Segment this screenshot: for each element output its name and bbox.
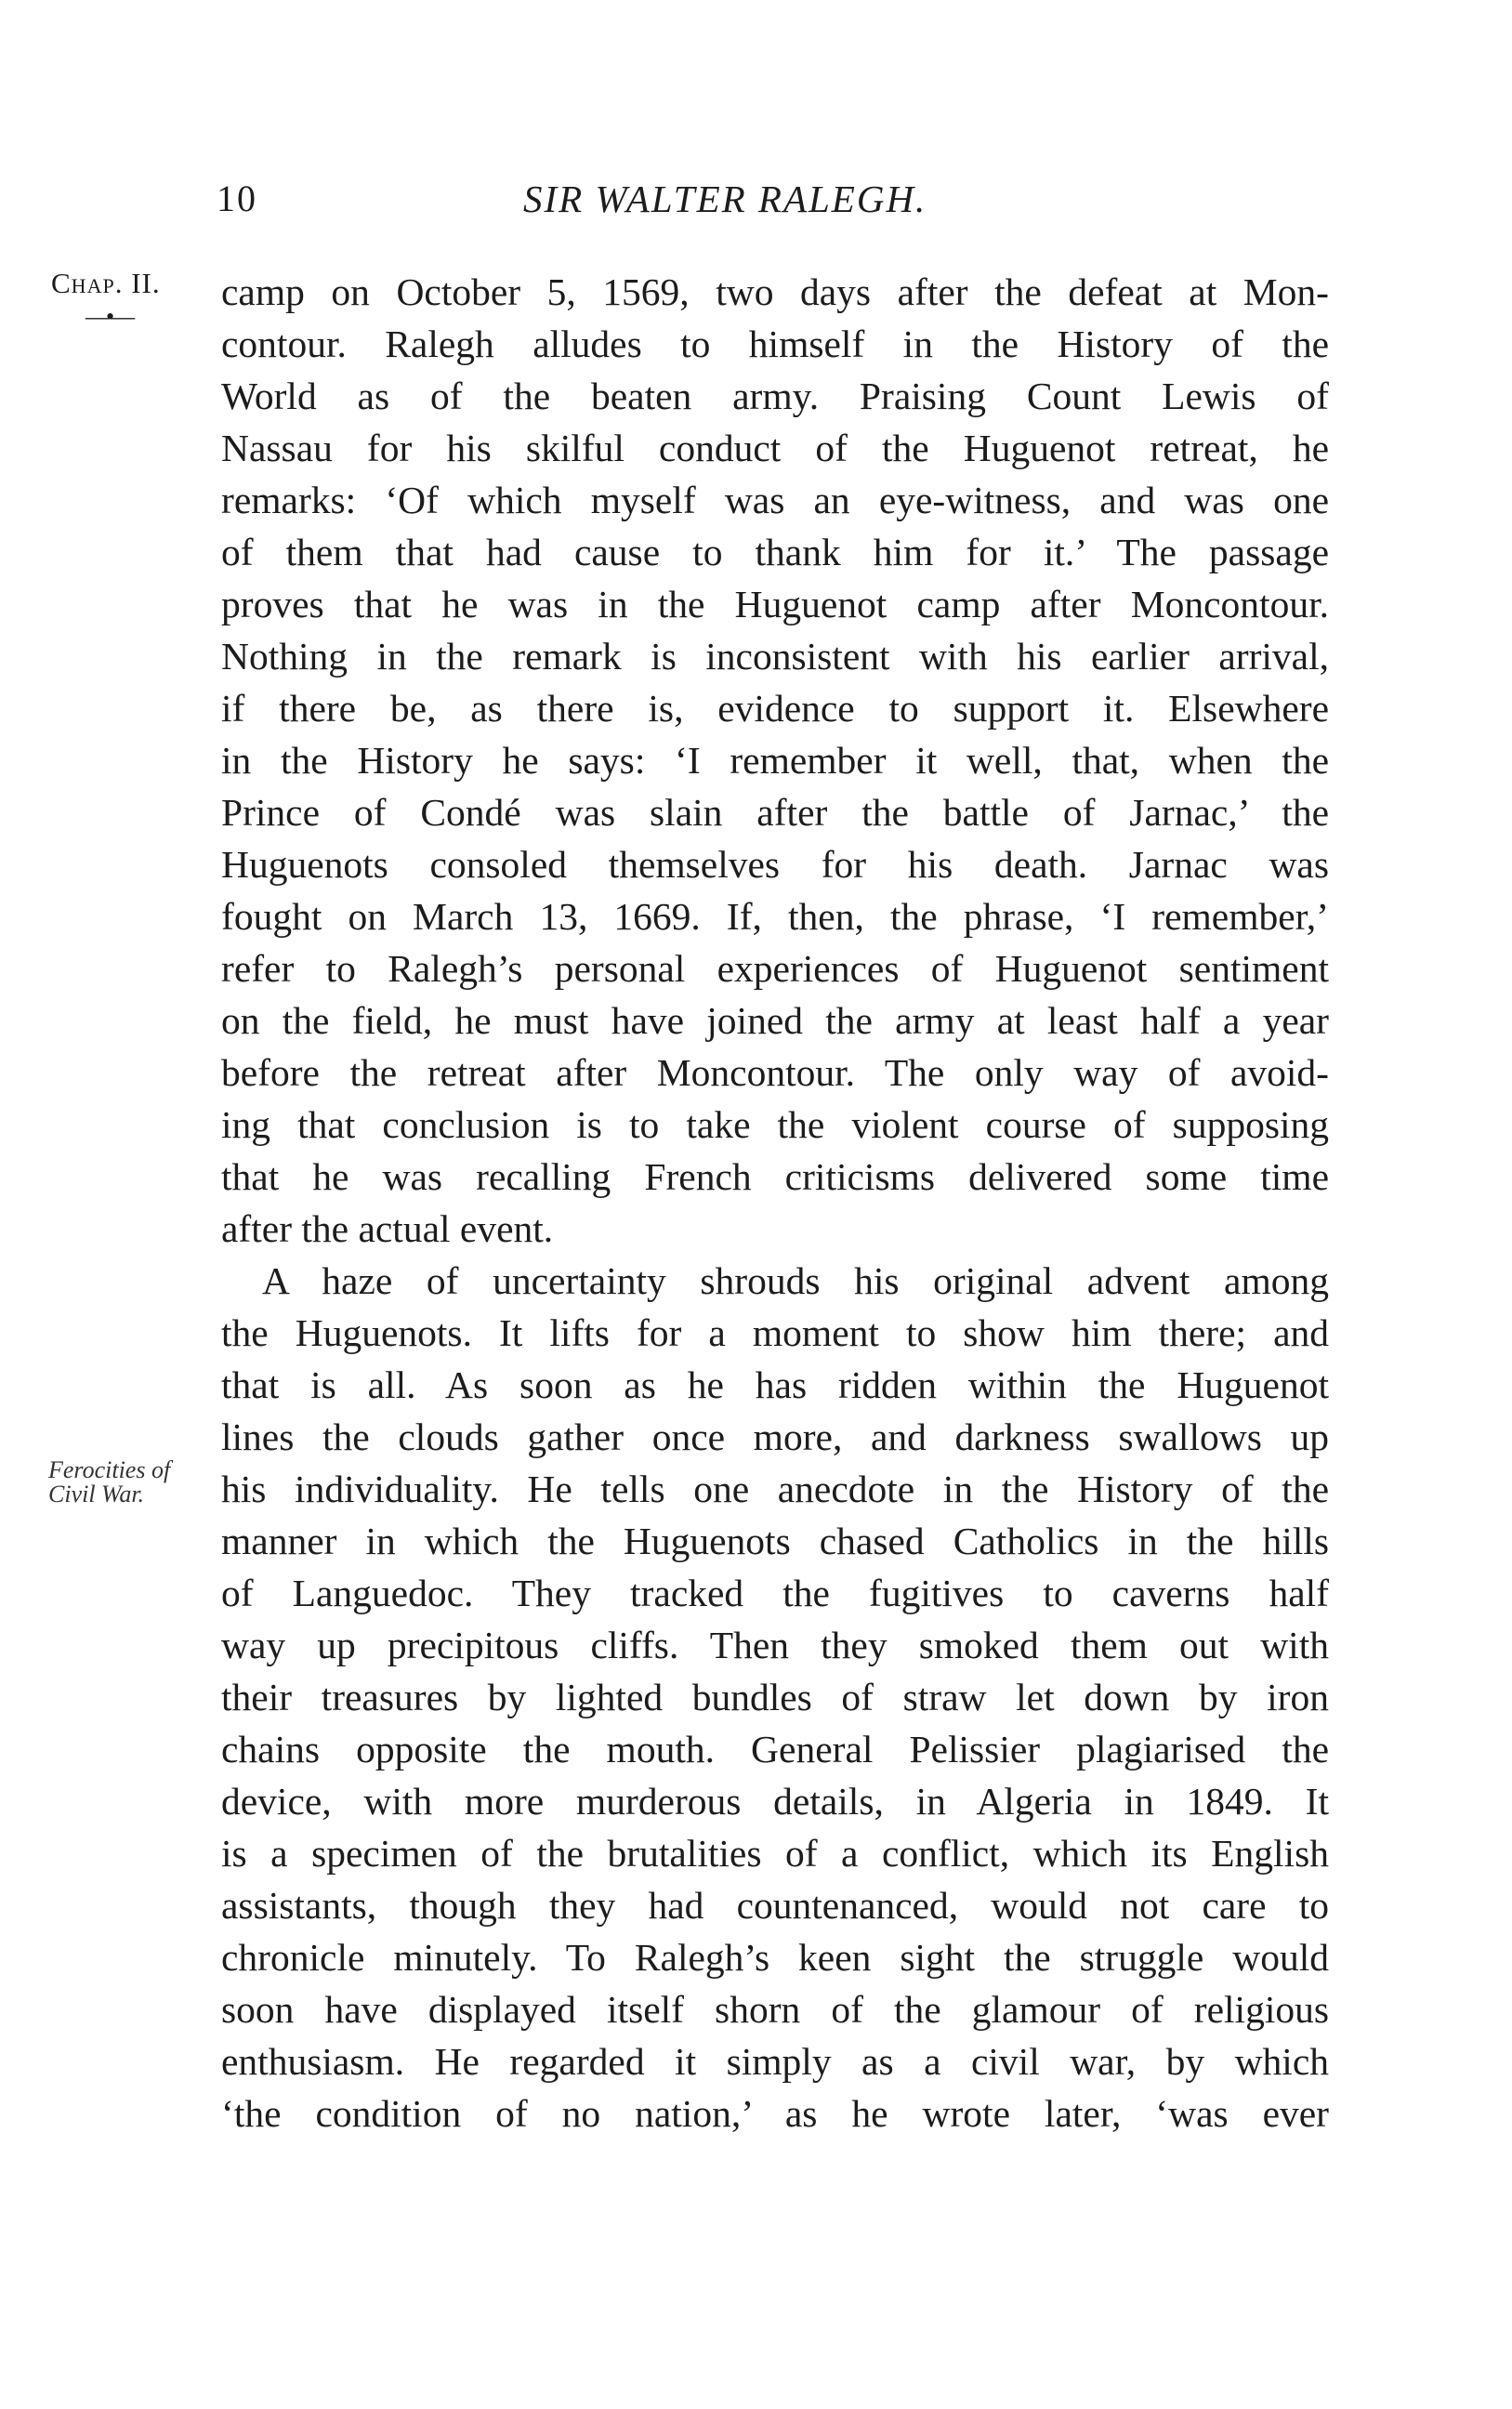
text-line: soon have displayed itself shorn of the glamour of religious [221, 1988, 1329, 2031]
text-line: after the actual event. [221, 1207, 554, 1250]
text-line: in the History he says: ‘I remember it well, that, when the [221, 739, 1329, 782]
text-line: of them that had cause to thank him for it.’ The passage [221, 531, 1329, 573]
text-line: on the field, he must have joined the army at least half a year [221, 999, 1329, 1042]
text-line: that is all. As soon as he has ridden within the Huguenot [221, 1363, 1329, 1406]
page-number: 10 [217, 178, 257, 219]
text-line: before the retreat after Moncontour. The only way of avoid- [221, 1051, 1329, 1094]
text-line: manner in which the Huguenots chased Catholics in the hills [221, 1520, 1329, 1562]
text-line: remarks: ‘Of which myself was an eye-witness, and was one [221, 479, 1329, 521]
text-line: his individuality. He tells one anecdote in the History of the [221, 1468, 1329, 1510]
text-line: enthusiasm. He regarded it simply as a civil war, by which [221, 2040, 1329, 2083]
text-line: if there be, as there is, evidence to support it. Elsewhere [221, 687, 1329, 730]
body-text [221, 266, 1329, 2139]
margin-note-line: Ferocities of [48, 1456, 171, 1483]
text-line: chains opposite the mouth. General Pelissier plagiarised the [221, 1728, 1329, 1771]
text-line: chronicle minutely. To Ralegh’s keen sight the struggle would [221, 1936, 1329, 1979]
text-line: their treasures by lighted bundles of straw let down by iron [221, 1676, 1329, 1718]
text-line: lines the clouds gather once more, and darkness swallows up [221, 1415, 1329, 1458]
text-line: that he was recalling French criticisms delivered some time [221, 1155, 1329, 1198]
text-line: device, with more murderous details, in Algeria in 1849. It [221, 1780, 1329, 1823]
text-line: Nothing in the remark is inconsistent with his earlier arrival, [221, 635, 1329, 678]
text-line: is a specimen of the brutalities of a conflict, which its English [221, 1832, 1329, 1875]
text-line: ing that conclusion is to take the violent course of supposing [221, 1103, 1329, 1146]
text-line: World as of the beaten army. Praising Count Lewis of [221, 375, 1329, 417]
text-line: of Languedoc. They tracked the fugitives to caverns half [221, 1572, 1329, 1614]
text-line: camp on October 5, 1569, two days after the defeat at Mon- [221, 270, 1329, 313]
text-line: A haze of uncertainty shrouds his original advent among [262, 1259, 1329, 1302]
text-line: the Huguenots. It lifts for a moment to show him there; and [221, 1311, 1329, 1354]
text-line: contour. Ralegh alludes to himself in the History of the [221, 323, 1329, 365]
text-line: Huguenots consoled themselves for his death. Jarnac was [221, 843, 1329, 886]
text-line: proves that he was in the Huguenot camp after Moncontour. [221, 583, 1329, 625]
text-line: way up precipitous cliffs. Then they smoked them out with [221, 1624, 1329, 1666]
text-line: fought on March 13, 1669. If, then, the phrase, ‘I remember,’ [221, 895, 1329, 938]
text-line: assistants, though they had countenanced, would not care to [221, 1884, 1329, 1927]
text-line: refer to Ralegh’s personal experiences of Huguenot sentiment [221, 947, 1329, 990]
text-line: Prince of Condé was slain after the battle of Jarnac,’ the [221, 791, 1329, 834]
running-title: SIR WALTER RALEGH. [523, 178, 927, 220]
margin-note [48, 1458, 234, 1507]
text-line: ‘the condition of no nation,’ as he wrote later, ‘was ever [221, 2092, 1329, 2135]
chapter-label: Chap. II. [51, 267, 161, 299]
margin-note-line: Civil War. [48, 1481, 145, 1507]
chapter-ornament: —•— [85, 303, 132, 330]
text-line: Nassau for his skilful conduct of the Huguenot retreat, he [221, 427, 1329, 469]
